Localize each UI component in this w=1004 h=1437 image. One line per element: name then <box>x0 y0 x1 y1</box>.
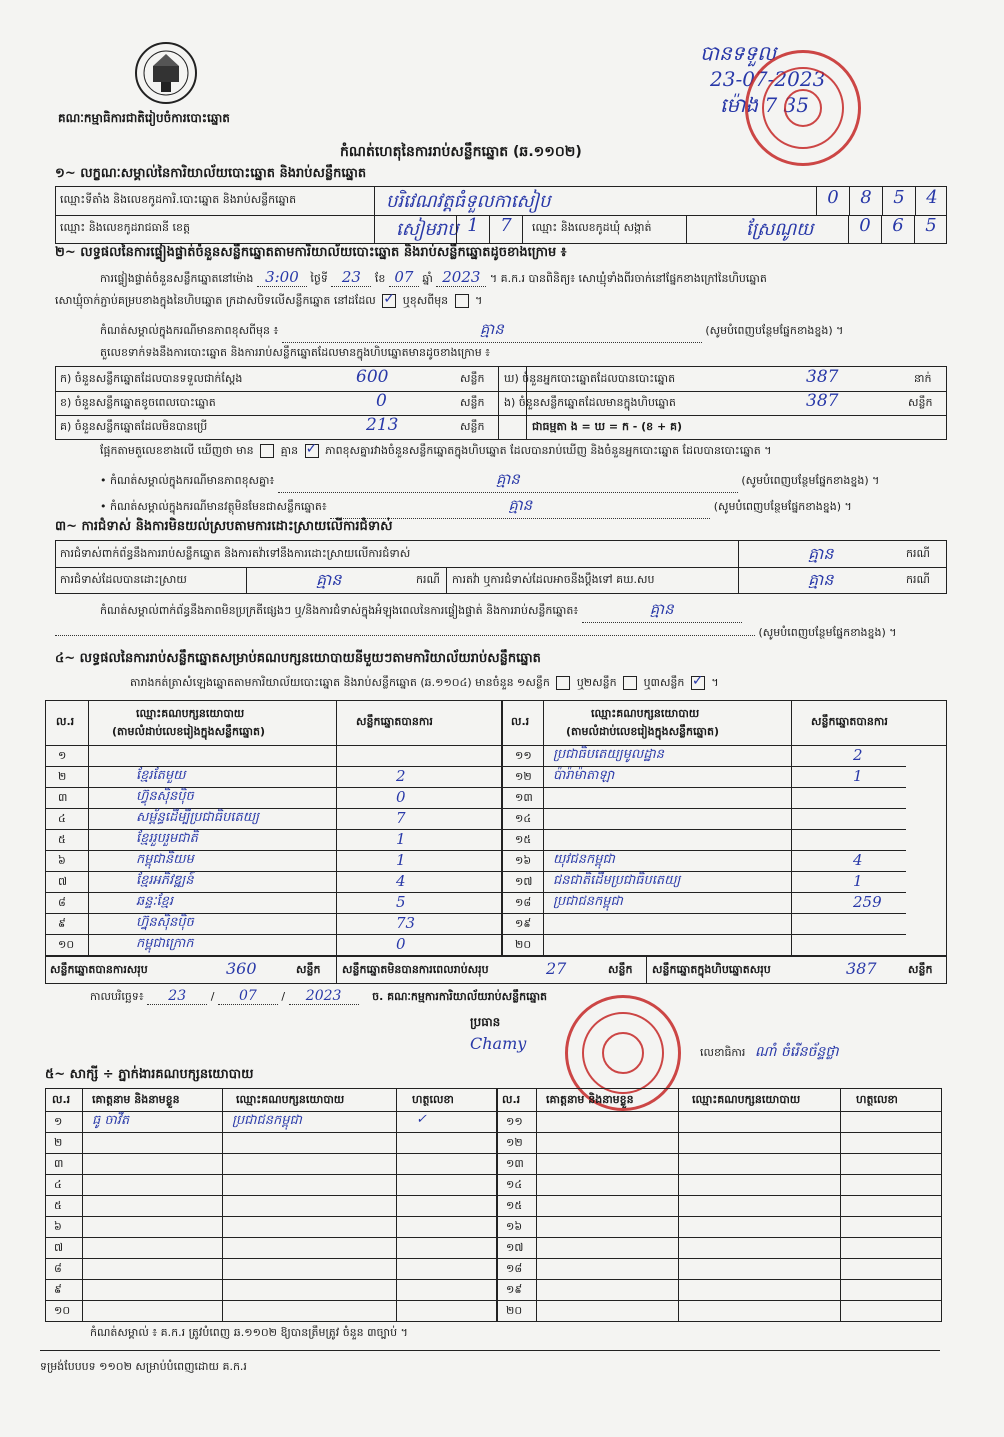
result-row-no: ១៧ <box>515 875 533 888</box>
result-row-no: ៧ <box>58 875 68 888</box>
spoiled-ballots-label: ខ) ចំនួនសន្លឹកឆ្នោតខូចពេលបោះឆ្នោត <box>60 396 216 409</box>
complaints-row1-value: គ្មាន <box>808 544 834 563</box>
table-row-divider <box>503 808 906 809</box>
received-ballots-value: 600 <box>356 367 389 387</box>
w-col-party-right: ឈ្មោះគណបក្សនយោបាយ <box>692 1093 801 1106</box>
result-row-party: ខ្មែរតែមួយ <box>136 768 186 783</box>
witness-row-divider <box>46 1153 941 1154</box>
verification-line1: ការផ្ទៀងផ្ទាត់ចំនួនសន្លឹកឆ្នោតនៅម៉ោង 3:00 ថ្ងៃទី 23 ខែ 07 ឆ្នាំ 2023 ។ គ.ក.រ បានពិនិត្យ៖ សោឃ្មុំទាំងពីរចាក់នៅផ្នែកខាងក្រៅនៃហិបឆ្នោត <box>100 268 767 286</box>
col-party-left: ឈ្មោះគណបក្សនយោបាយ <box>136 707 245 720</box>
section3-heading: ៣~ ការជំទាស់ និងការមិនយល់ស្របតាមការដោះស្រាយលើការជំទាស់ <box>55 519 393 534</box>
table-row-divider <box>46 934 501 935</box>
result-row-votes: 7 <box>396 809 406 827</box>
table-row-divider <box>46 892 501 893</box>
result-row-votes: 1 <box>853 872 863 890</box>
witness-no-right: ១២ <box>506 1136 523 1149</box>
table-row-divider <box>503 829 906 830</box>
results-table <box>45 700 947 956</box>
witness-no: ២ <box>54 1136 63 1149</box>
total-box-label: សន្លឹកឆ្នោតក្នុងហិបឆ្នោតសរុប <box>652 963 771 976</box>
nec-emblem <box>133 40 199 106</box>
unit-b: សន្លឹក <box>460 396 485 409</box>
col-votes-left: សន្លឹកឆ្នោតបានការ <box>356 715 433 728</box>
witness-row-divider <box>46 1132 941 1133</box>
section4-heading: ៤~ លទ្ធផលនៃការរាប់សន្លឹកឆ្នោតសម្រាប់គណបក្សនយោបាយនីមួយៗតាមការិយាល័យរាប់សន្លឹកឆ្នោត <box>55 651 541 666</box>
table-row-divider <box>503 787 906 788</box>
witness-row-divider <box>46 1174 941 1175</box>
witness-row-divider <box>46 1216 941 1217</box>
unit-e: សន្លឹក <box>908 396 933 409</box>
result-row-no: ១២ <box>515 770 532 783</box>
witness-no-right: ១៨ <box>506 1262 523 1275</box>
result-row-no: ១៣ <box>515 791 533 804</box>
has-discrepancy-checkbox[interactable] <box>260 444 274 458</box>
total-invalid-label: សន្លឹកឆ្នោតមិនបានការពេលរាប់សរុប <box>342 963 489 976</box>
unchanged-checkbox[interactable] <box>382 294 396 308</box>
location-code: 0 8 5 4 <box>816 187 948 215</box>
col-party-sub-left: (តាមលំដាប់លេខរៀងក្នុងសន្លឹកឆ្នោត) <box>112 725 265 738</box>
note1-line: កំណត់សម្គាល់ក្នុងករណីមានភាពខុសពីមុន ៖ គ្មាន (សូមបំពេញបន្ថែមផ្នែកខាងខ្នង) ។ <box>100 320 940 343</box>
unit-c: សន្លឹក <box>460 420 485 433</box>
witness-no-right: ១៧ <box>506 1241 524 1254</box>
w-col-no-left: ល.រ <box>52 1093 71 1106</box>
table-row-divider <box>46 787 501 788</box>
result-row-party: កម្ពុជាក្រោក <box>136 936 194 951</box>
received-ballots-label: ក) ចំនួនសន្លឹកឆ្នោតដែលបានទទួលជាក់ស្តែង <box>60 372 243 385</box>
result-row-no: ២០ <box>515 938 532 951</box>
one-sheet-checkbox[interactable] <box>556 676 570 690</box>
table-row-divider <box>46 829 501 830</box>
witness-row-divider <box>46 1237 941 1238</box>
irregularities-note: កំណត់សម្គាល់ពាក់ព័ន្ធនឹងភាពមិនប្រក្រតីផ្សេងៗ ឬ/និងការជំទាស់ក្នុងអំឡុងពេលនៃការផ្ទៀងផ្ទាត់ និងការរាប់សន្លឹកឆ្នោត៖ គ្មាន <box>100 600 742 623</box>
result-row-party: ហ៊្វុនស៊ិនប៉ិច <box>136 789 194 804</box>
appeal-value: គ្មាន <box>808 570 834 589</box>
witness-no-right: ២០ <box>506 1304 523 1317</box>
table-row-divider <box>46 913 501 914</box>
witness-no: ៨ <box>54 1262 62 1275</box>
result-row-no: ១៦ <box>515 854 532 867</box>
result-row-party: ហ្វ៊ុនស៊ិនប៉ិច <box>136 915 194 930</box>
result-row-votes: 4 <box>853 851 863 869</box>
voters-label: ឃ) ចំនួនអ្នកបោះឆ្នោតដែលបានបោះឆ្នោត <box>504 372 676 385</box>
box-ballots-label: ង) ចំនួនសន្លឹកឆ្នោតដែលមានក្នុងហិបឆ្នោត <box>504 396 676 409</box>
col-party-sub-right: (តាមលំដាប់លេខរៀងក្នុងសន្លឹកឆ្នោត) <box>566 725 719 738</box>
appeal-label: ការតវ៉ា ឬការជំទាស់ដែលអាចនឹងប្តឹងទៅ គឃ.សប <box>452 573 655 586</box>
chair-signature: Chamy <box>470 1034 527 1053</box>
result-row-no: ១៨ <box>515 896 532 909</box>
unused-ballots-value: 213 <box>366 415 399 435</box>
w-col-sign-right: ហត្ថលេខា <box>856 1093 898 1106</box>
w-col-sign-left: ហត្ថលេខា <box>412 1093 454 1106</box>
result-row-party: ប៉ារ៉ាម៉ាតាឡា <box>553 768 615 783</box>
location-label: ឈ្មោះទីតាំង និងលេខកូដការិ.បោះឆ្នោត និងរាប់សន្លឹកឆ្នោត <box>60 193 297 206</box>
footnote: កំណត់សម្គាល់ ៖ គ.ក.រ ត្រូវបំពេញ ឆ.១១០២ ឱ្យបានត្រឹមត្រូវ ចំនួន ៣ច្បាប់ ។ <box>90 1326 408 1339</box>
result-row-party: ជនជាតិដើមប្រជាធិបតេយ្យ <box>553 873 681 888</box>
w-col-name-right: គោត្តនាម និងនាមខ្លួន <box>546 1093 634 1106</box>
result-row-party: យុវជនកម្ពុជា <box>553 852 615 867</box>
result-row-party: ប្រជាជនកម្ពុជា <box>553 894 623 909</box>
col-votes-right: សន្លឹកឆ្នោតបានការ <box>811 715 888 728</box>
location-value: បរិវេណវត្តធំទួលកាសៀប <box>386 191 551 212</box>
witness-table <box>45 1088 942 1322</box>
formula: ជាធម្មតា ង = ឃ = ក - (ខ + គ) <box>532 420 683 433</box>
witness-no: ៣ <box>54 1157 64 1170</box>
received-stamp-text: បានទទួល 23-07-2023 ម៉ោង 7 35 <box>700 41 826 117</box>
witness-name: ធូ ចាវីត <box>92 1113 130 1128</box>
unit-a: សន្លឹក <box>460 372 485 385</box>
result-row-no: ១១ <box>515 749 532 762</box>
result-row-party: ខ្មែរអភិវឌ្ឍន៍ <box>136 873 194 888</box>
result-row-votes: 1 <box>396 830 406 848</box>
witness-no: ៧ <box>54 1241 64 1254</box>
note3-line: • កំណត់សម្គាល់ក្នុងករណីមានវត្ថុមិនមែនជាសន្លឹកឆ្នោត៖ គ្មាន (សូមបំពេញបន្ថែមផ្នែកខាងខ្នង) ។ <box>100 496 852 519</box>
witness-no: ៥ <box>54 1199 62 1212</box>
witness-no-right: ១៦ <box>506 1220 523 1233</box>
result-row-no: ១៤ <box>515 812 532 825</box>
org-name: គណៈកម្មាធិការជាតិរៀបចំការបោះឆ្នោត <box>58 111 230 125</box>
no-discrepancy-checkbox[interactable] <box>305 444 319 458</box>
witness-no: ៦ <box>54 1220 62 1233</box>
spoiled-ballots-value: 0 <box>376 391 387 411</box>
witness-row-divider <box>46 1300 941 1301</box>
result-row-votes: 5 <box>396 893 406 911</box>
col-no-left: ល.រ <box>56 715 75 728</box>
witness-no: ១ <box>54 1115 63 1128</box>
result-row-votes: 0 <box>396 788 406 806</box>
commune-value: ស្រែណូយ <box>746 219 814 240</box>
official-seal-top <box>745 50 861 166</box>
result-row-no: ៥ <box>58 833 66 846</box>
result-row-votes: 2 <box>853 746 863 764</box>
result-row-no: ៩ <box>58 917 66 930</box>
table-row-divider <box>46 871 501 872</box>
case-unit-2: ករណី <box>416 573 440 586</box>
w-col-name-left: គោត្តនាម និងនាមខ្លួន <box>92 1093 180 1106</box>
witness-row-divider <box>46 1258 941 1259</box>
totals-row <box>45 956 947 984</box>
result-row-no: ១៥ <box>515 833 532 846</box>
witness-no: ១០ <box>54 1304 71 1317</box>
section1-table <box>55 186 947 244</box>
witness-no: ៤ <box>54 1178 62 1191</box>
total-valid-unit: សន្លឹក <box>296 963 321 976</box>
witness-row-divider <box>46 1195 941 1196</box>
w-col-party-left: ឈ្មោះគណបក្សនយោបាយ <box>236 1093 345 1106</box>
result-row-votes: 1 <box>396 851 406 869</box>
result-row-votes: 259 <box>853 893 882 911</box>
three-sheets-checkbox[interactable] <box>691 676 705 690</box>
table-row-divider <box>46 766 501 767</box>
result-row-votes: 73 <box>396 914 416 932</box>
irregularities-note-line2: (សូមបំពេញបន្ថែមផ្នែកខាងខ្នង) ។ <box>55 626 945 642</box>
province-code: 1 7 <box>456 215 523 243</box>
resolved-label: ការជំទាស់ដែលបានដោះស្រាយ <box>60 573 187 586</box>
total-box-unit: សន្លឹក <box>908 963 933 976</box>
unused-ballots-label: គ) ចំនួនសន្លឹកឆ្នោតដែលមិនបានប្រើ <box>60 420 208 433</box>
result-row-no: ២ <box>58 770 67 783</box>
figures-table <box>55 366 947 440</box>
result-row-no: ១៩ <box>515 917 532 930</box>
result-row-votes: 4 <box>396 872 406 890</box>
witness-row-divider <box>46 1321 941 1322</box>
commune-label: ឈ្មោះ និងលេខកូដឃុំ សង្កាត់ <box>532 221 652 234</box>
total-valid-value: 360 <box>226 959 257 978</box>
table-row-divider <box>503 913 906 914</box>
total-valid-label: សន្លឹកឆ្នោតបានការសរុប <box>50 963 148 976</box>
total-invalid-unit: សន្លឹក <box>608 963 633 976</box>
voters-value: 387 <box>806 367 839 387</box>
section5-heading: ៥~ សាក្សី ÷ ភ្នាក់ងារគណបក្សនយោបាយ <box>45 1067 254 1082</box>
witness-no: ៩ <box>54 1283 62 1296</box>
result-row-votes: 2 <box>396 767 406 785</box>
province-label: ឈ្មោះ និងលេខកូដរាជធានី ខេត្ត <box>60 221 190 234</box>
witness-no-right: ១៩ <box>506 1283 523 1296</box>
unit-d: នាក់ <box>914 372 932 385</box>
result-row-no: ៨ <box>58 896 66 909</box>
section1-heading: ១~ លក្ខណៈសម្គាល់នៃការិយាល័យបោះឆ្នោត និងរាប់សន្លឹកឆ្នោត <box>55 166 367 181</box>
form-code: ទម្រង់បែបបទ ១១០២ សម្រាប់បំពេញដោយ គ.ក.រ <box>40 1360 247 1373</box>
result-row-party: ខ្មែររួបរួមជាតិ <box>136 831 198 846</box>
table-row-divider <box>46 850 501 851</box>
verification-line2: សោឃ្មុំចាក់ភ្ជាប់គម្របខាងក្នុងនៃហិបឆ្នោត ក្រដាសបិទលើសន្លឹកឆ្នោត នៅដដែល ✓ ឬខុសពីមុន ។ <box>55 294 482 310</box>
witness-party: ប្រជាជនកម្ពុជា <box>232 1113 302 1128</box>
discrepancy-line: ផ្អែកតាមតួលេខខាងលើ ឃើញថា មាន គ្មាន ✓ ភាពខុសគ្នារវាងចំនួនសន្លឹកឆ្នោតក្នុងហិបឆ្នោត ដែលបានរាប់ឃើញ និងចំនួនអ្នកបោះឆ្នោត ដែលបានបោះឆ្នោត ។ <box>100 444 771 460</box>
result-row-no: ១ <box>58 749 67 762</box>
box-ballots-value: 387 <box>806 391 839 411</box>
date-line: កាលបរិច្ឆេទ៖ 23 / 07 / 2023 ច. គណៈកម្មការការិយាល័យរាប់សន្លឹកឆ្នោត <box>90 988 548 1004</box>
result-row-party: កម្ពុជានិយម <box>136 852 194 867</box>
witness-row-divider <box>46 1279 941 1280</box>
col-party-right: ឈ្មោះគណបក្សនយោបាយ <box>591 707 700 720</box>
note2-line: • កំណត់សម្គាល់ក្នុងករណីមានភាពខុសគ្នា៖ គ្មាន (សូមបំពេញបន្ថែមផ្នែកខាងខ្នង) ។ <box>100 470 879 493</box>
figures-intro: តួលេខទាក់ទងនឹងការបោះឆ្នោត និងការរាប់សន្លឹកឆ្នោតដែលមានក្នុងហិបឆ្នោតមានដូចខាងក្រោម ៖ <box>100 346 491 359</box>
commune-code: 0 6 5 <box>848 215 947 243</box>
resolved-value: គ្មាន <box>316 570 342 589</box>
result-row-party: ប្រជាធិបតេយ្យមូលដ្ឋាន <box>553 747 664 762</box>
form-title: កំណត់ហេតុនៃការរាប់សន្លឹកឆ្នោត (ឆ.១១០២) <box>340 144 582 160</box>
w-col-no-right: ល.រ <box>502 1093 521 1106</box>
col-no-right: ល.រ <box>511 715 530 728</box>
result-row-votes: 0 <box>396 935 406 953</box>
province-value: សៀមរាប <box>396 219 459 240</box>
witness-sign: ✓ <box>416 1112 427 1127</box>
table-row-divider <box>503 934 906 935</box>
witness-no-right: ១៣ <box>506 1157 524 1170</box>
witness-no-right: ១៥ <box>506 1199 523 1212</box>
result-row-no: ៤ <box>58 812 66 825</box>
complaints-table <box>55 540 947 594</box>
result-row-no: ៦ <box>58 854 66 867</box>
section4-intro: តារាងកត់ត្រាសំឡេងឆ្នោតតាមការិយាល័យបោះឆ្នោត និងរាប់សន្លឹកឆ្នោត (ឆ.១១០៤) មានចំនួន ១សន្លឹក ឬ២សន្លឹក ឬ៣សន្លឹក ✓ ។ <box>130 676 719 692</box>
section2-heading: ២~ លទ្ធផលនៃការផ្ទៀងផ្ទាត់ចំនួនសន្លឹកឆ្នោតតាមការិយាល័យបោះឆ្នោត និងរាប់សន្លឹកឆ្នោតដូចខាងក្រោម ៖ <box>55 245 567 260</box>
result-row-votes: 1 <box>853 767 863 785</box>
total-box-value: 387 <box>846 959 877 978</box>
total-invalid-value: 27 <box>546 959 567 978</box>
table-row-divider <box>46 808 501 809</box>
two-sheets-checkbox[interactable] <box>623 676 637 690</box>
case-unit-1: ករណី <box>906 547 930 560</box>
result-row-party: សម្ព័ន្ធដើម្បីប្រជាធិបតេយ្យ <box>136 810 260 825</box>
result-row-no: ៣ <box>58 791 68 804</box>
secretary-line: លេខាធិការ ណាំ ចំរើនច័ន្ទថ្លា <box>700 1044 839 1060</box>
changed-checkbox[interactable] <box>455 294 469 308</box>
result-row-party: ឆន្ទៈខ្មែរ <box>136 894 173 909</box>
complaints-row1-label: ការជំទាស់ពាក់ព័ន្ធនឹងការរាប់សន្លឹកឆ្នោត និងការតវ៉ាទៅនឹងការដោះស្រាយលើការជំទាស់ <box>60 547 411 560</box>
chair-label: ប្រធាន <box>470 1015 501 1029</box>
case-unit-3: ករណី <box>906 573 930 586</box>
result-row-no: ១០ <box>58 938 75 951</box>
witness-no-right: ១១ <box>506 1115 523 1128</box>
witness-no-right: ១៤ <box>506 1178 523 1191</box>
